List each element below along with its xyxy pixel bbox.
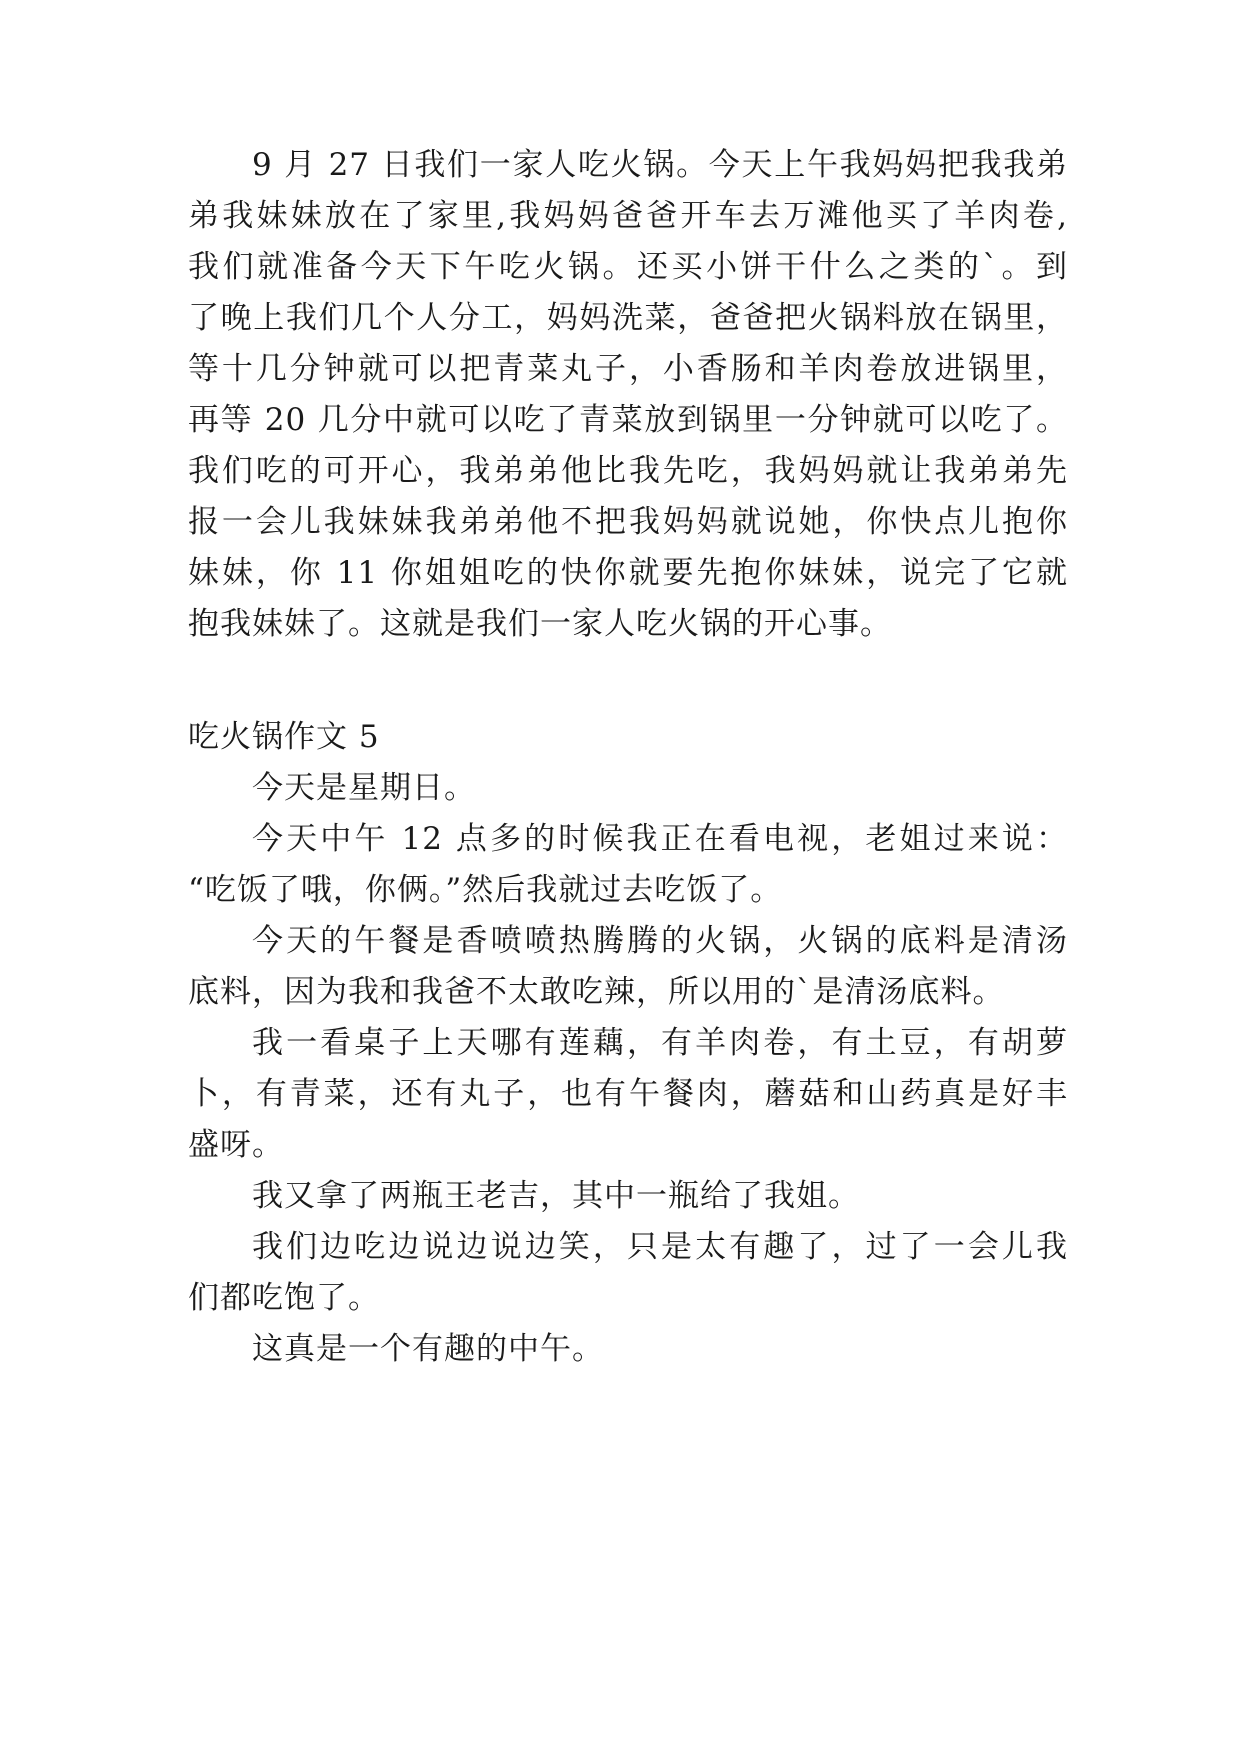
paragraph-line: “吃饭了哦，你俩。”然后我就过去吃饭了。 [188,872,783,908]
text-line: 等十几分钟就可以把青菜丸子，小香肠和羊肉卷放进锅里， [188,351,1068,387]
paragraph-line: 底料，因为我和我爸不太敢吃辣，所以用的`是清汤底料。 [188,974,1005,1010]
text-line: 弟我妹妹放在了家里,我妈妈爸爸开车去万滩他买了羊肉卷, [188,198,1068,234]
paragraph-line: 今天的午餐是香喷喷热腾腾的火锅，火锅的底料是清汤 [252,923,1068,959]
story-1-paragraph [188,140,1068,650]
text-line: 妹妹，你 11 你姐姐吃的快你就要先抱你妹妹，说完了它就 [188,555,1068,591]
text-line: 我们就准备今天下午吃火锅。还买小饼干什么之类的`。到 [188,249,1068,285]
section-heading: 吃火锅作文 5 [188,719,380,755]
paragraph-line: 这真是一个有趣的中午。 [252,1331,604,1367]
paragraph-line: 盛呀。 [188,1127,284,1163]
paragraph-line: 们都吃饱了。 [188,1280,380,1316]
story-2-body [188,763,1068,1375]
text-line: 再等 20 几分中就可以吃了青菜放到锅里一分钟就可以吃了。 [188,402,1068,438]
text-line: 了晚上我们几个人分工，妈妈洗菜，爸爸把火锅料放在锅里， [188,300,1068,336]
text-line: 我们吃的可开心，我弟弟他比我先吃，我妈妈就让我弟弟先 [188,453,1068,489]
text-line: 抱我妹妹了。这就是我们一家人吃火锅的开心事。 [188,606,892,642]
story-2-title [188,712,1068,763]
paragraph-line: 今天中午 12 点多的时候我正在看电视，老姐过来说： [252,821,1068,857]
paragraph-line: 今天是星期日。 [252,770,476,806]
paragraph-line: 我们边吃边说边说边笑，只是太有趣了，过了一会儿我 [252,1229,1068,1265]
paragraph-line: 卜，有青菜，还有丸子，也有午餐肉，蘑菇和山药真是好丰 [188,1076,1068,1112]
text-line: 9 月 27 日我们一家人吃火锅。今天上午我妈妈把我我弟 [252,147,1068,183]
text-line: 报一会儿我妹妹我弟弟他不把我妈妈就说她，你快点儿抱你 [188,504,1068,540]
paragraph-line: 我一看桌子上天哪有莲藕，有羊肉卷，有土豆，有胡萝 [252,1025,1068,1061]
paragraph-line: 我又拿了两瓶王老吉，其中一瓶给了我姐。 [252,1178,860,1214]
